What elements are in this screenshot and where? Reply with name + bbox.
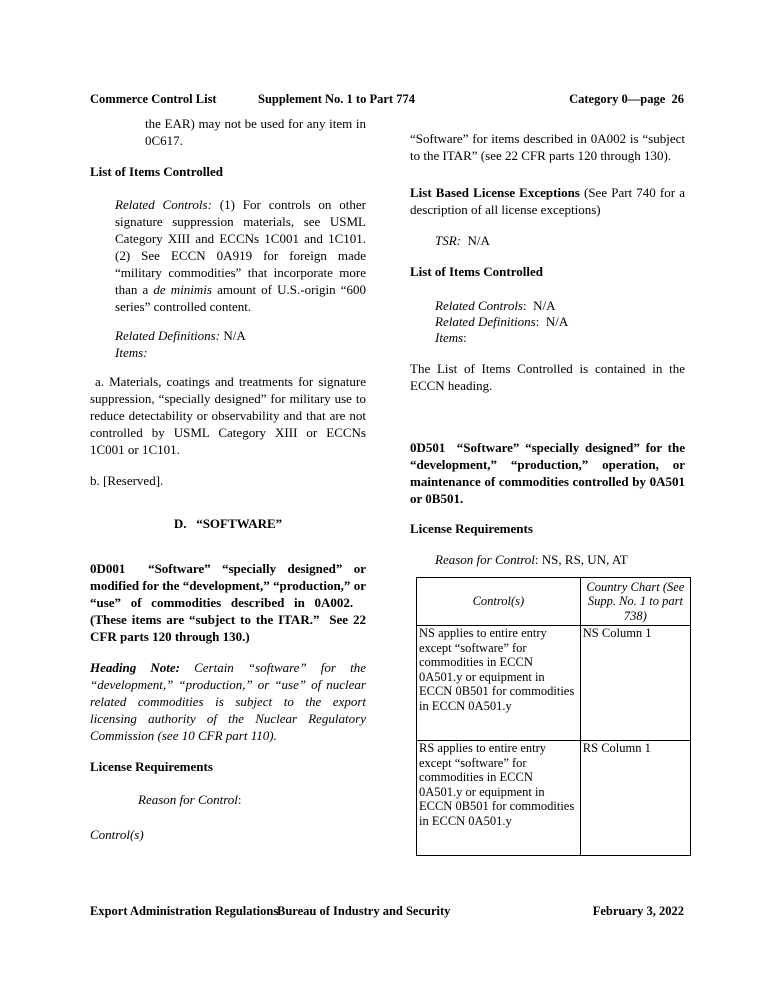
country-chart-column-header: Country Chart (See Supp. No. 1 to part 738) <box>580 578 690 626</box>
related-definitions-line <box>115 327 366 344</box>
software-itar-paragraph: “Software” for items described in 0A002 is “subject to the ITAR” (see 22 CFR parts 120 through 130). <box>410 131 685 163</box>
list-of-items-heading-right: List of Items Controlled <box>410 264 544 279</box>
eccn-0d001-heading: 0D001 “Software” “specially designed” or modified for the “development,” “production,” or “use” of commodities described in 0A002. (These items are “subject to the ITAR.” See 22 CFR parts 120 through 130.) <box>90 561 366 644</box>
related-labels-block <box>435 298 685 346</box>
related-definitions-line-right <box>435 314 685 330</box>
related-definitions-label: Related Definitions: <box>115 328 221 343</box>
items-label: Items: <box>115 345 148 360</box>
items-label-right: Items <box>435 330 464 345</box>
reason-for-control-colon: : <box>237 792 242 807</box>
rs-control-cell: RS applies to entire entry except “software” for commodities in ECCN 0A501.y or equipment in ECCN 0B501 for commodities in ECCN 0A501.y <box>417 741 581 856</box>
reason-for-control-value-right: : NS, RS, UN, AT <box>534 552 628 567</box>
items-line <box>115 344 366 361</box>
heading-note-paragraph <box>90 659 366 744</box>
section-d-software-heading: D. “SOFTWARE” <box>173 516 283 531</box>
tsr-value: N/A <box>461 233 490 248</box>
related-controls-text-end: amount of U.S.-origin “600 series” controlled content. <box>115 282 367 314</box>
items-line-right <box>435 330 685 346</box>
de-minimis-term: de minimis <box>153 282 212 297</box>
related-definitions-label-right: Related Definitions <box>435 314 536 329</box>
table-header-row <box>417 578 691 626</box>
footer-date: February 3, 2022 <box>592 904 684 918</box>
continuation-paragraph: the EAR) may not be used for any item in 0C617. <box>145 116 366 148</box>
related-definitions-value: N/A <box>220 328 246 343</box>
related-controls-text: (1) For controls on other signature suppression materials, see USML Category XIII and ECCNs 1C001 and 1C101. (2) See ECCN 0A919 for foreign made “military commodities” that incorporate more than a <box>115 197 366 297</box>
item-b-paragraph: b. [Reserved]. <box>90 473 164 488</box>
list-of-items-heading: List of Items Controlled <box>90 164 224 179</box>
reason-for-control-line <box>138 791 366 808</box>
controls-label: Control(s) <box>90 827 144 842</box>
tsr-line <box>435 232 685 249</box>
header-supplement: Supplement No. 1 to Part 774 <box>258 92 415 106</box>
eccn-0d501-heading: 0D501 “Software” “specially designed” for the “development,” “production,” operation, or maintenance of commodities controlled by 0A501 or 0B501. <box>410 440 685 506</box>
heading-note-label: Heading Note: <box>90 660 180 675</box>
heading-note-text: Certain “software” for the “development,” “production,” or “use” of nuclear related commodities is subject to the export licensing authority of the Nuclear Regulatory Commission (see 10 CFR part 110). <box>90 660 366 743</box>
right-column <box>410 130 685 856</box>
list-based-text: (See Part 740 for a description of all license exceptions) <box>410 185 685 217</box>
footer-bureau: Bureau of Industry and Security <box>277 904 451 918</box>
ns-control-cell: NS applies to entire entry except “software” for commodities in ECCN 0A501.y or equipment in ECCN 0B501 for commodities in ECCN 0A501.y <box>417 626 581 741</box>
left-column <box>90 115 366 843</box>
header-page-number: Category 0—page 26 <box>569 92 684 106</box>
ns-country-chart-cell: NS Column 1 <box>580 626 690 741</box>
rs-country-chart-cell: RS Column 1 <box>580 741 690 856</box>
controls-label-line <box>90 826 366 843</box>
related-controls-value-right: : N/A <box>523 298 556 313</box>
table-row <box>417 626 691 741</box>
list-based-label: List Based License Exceptions <box>410 185 580 200</box>
related-controls-line <box>435 298 685 314</box>
reason-for-control-label-right: Reason for Control <box>435 552 535 567</box>
contained-paragraph: The List of Items Controlled is contained in the ECCN heading. <box>410 361 685 393</box>
reason-for-control-line-right <box>435 551 685 568</box>
license-requirements-heading: License Requirements <box>90 759 213 774</box>
header-title: Commerce Control List <box>90 92 217 106</box>
related-controls-label: Related Controls: <box>115 197 212 212</box>
license-requirements-heading-right: License Requirements <box>410 521 533 536</box>
related-definitions-block <box>115 327 366 361</box>
related-controls-label-right: Related Controls <box>435 298 523 313</box>
related-controls-paragraph <box>115 196 366 315</box>
items-value-right: : <box>463 330 467 345</box>
related-definitions-value-right: : N/A <box>535 314 569 329</box>
controls-column-header: Control(s) <box>417 578 581 626</box>
footer-regulations: Export Administration Regulations <box>90 904 279 918</box>
list-based-license-exceptions <box>410 184 685 218</box>
tsr-label: TSR: <box>435 233 461 248</box>
reason-for-control-label: Reason for Control <box>138 792 238 807</box>
table-row <box>417 741 691 856</box>
controls-country-chart-table <box>416 577 691 856</box>
item-a-paragraph: a. Materials, coatings and treatments for signature suppression, “specially designed” for military use to reduce detectability or observability and that are not controlled by USML Category XIII or ECCNs 1C001 or 1C101. <box>90 374 366 457</box>
